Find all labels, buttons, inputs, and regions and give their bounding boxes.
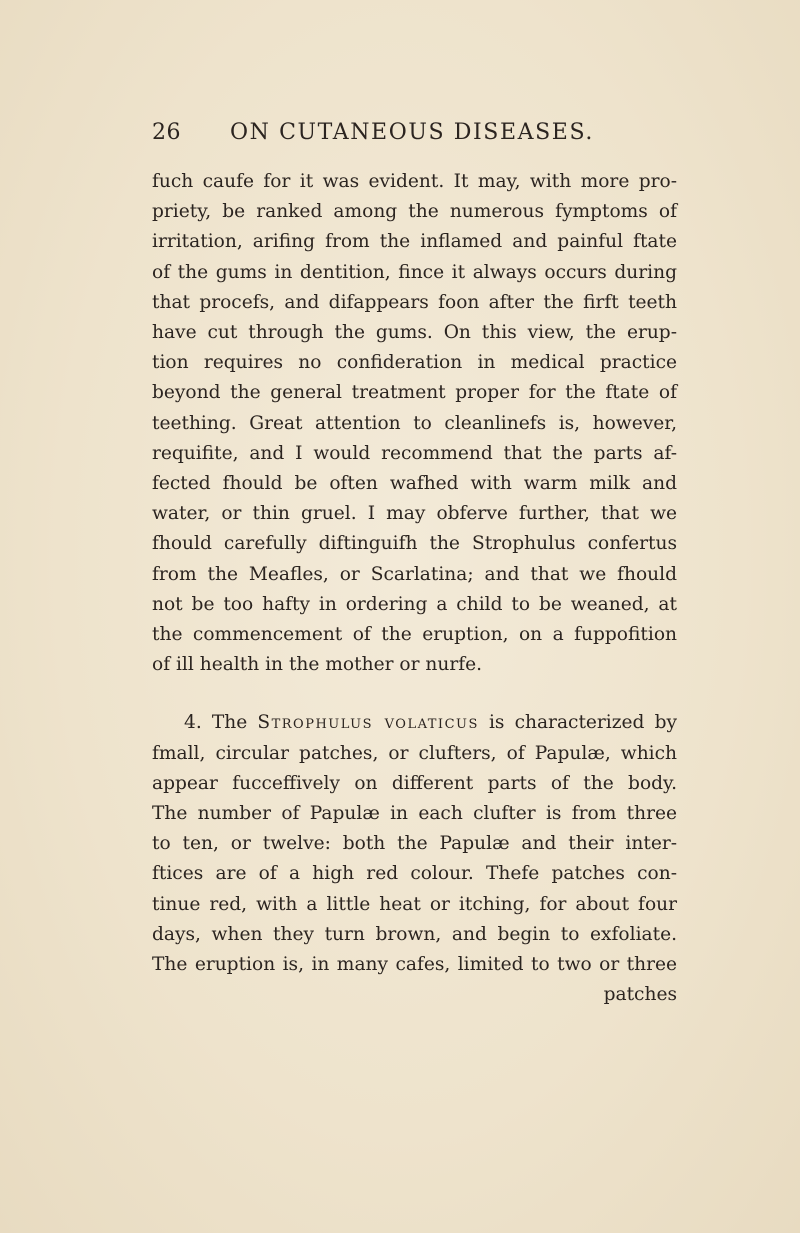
text-line: that procefs, and difappears foon after the firft teeth [152,291,677,313]
text-line: days, when they turn brown, and begin to exfoliate. [152,923,677,945]
page-header [152,120,677,156]
text-line: priety, be ranked among the numerous fymptoms of [152,201,677,223]
running-title: ON CUTANEOUS DISEASES. [230,120,594,145]
species-name: Strophulus volaticus [257,712,479,734]
text-line: fected fhould be often wafhed with warm milk and [152,473,677,495]
text-line: fuch caufe for it was evident. It may, with more pro- [152,171,677,192]
page-number: 26 [152,120,181,145]
text-line: water, or thin gruel. I may obferve further, that we [152,503,677,525]
text-line: fhould carefully diftinguifh the Strophulus confertus [152,533,677,555]
text-line: The number of Papulæ in each clufter is from three [152,803,677,825]
text-line: of ill health in the mother or nurfe. [152,654,483,676]
section-number: 4. The [184,712,258,734]
paragraph-1 [152,167,677,680]
text-line: beyond the general treatment proper for the ftate of [152,382,677,404]
text-line: not be too hafty in ordering a child to be weaned, at [152,593,677,615]
text-line: ftices are of a high red colour. Thefe patches con- [152,863,677,885]
lead-text: is characterized by [478,712,677,734]
paragraph-2 [152,708,677,1010]
catchword: patches [603,984,677,1006]
text-line: appear fucceffively on different parts of the body. [152,772,677,794]
text-line: tion requires no confideration in medical practice [152,352,677,374]
text-line: the commencement of the eruption, on a fuppofition [152,624,677,646]
text-line: from the Meafles, or Scarlatina; and that we fhould [152,563,677,585]
text-line: irritation, arifing from the inflamed and painful ftate [152,231,677,253]
text-line: of the gums in dentition, fince it always occurs during [152,261,677,283]
text-line: fmall, circular patches, or clufters, of Papulæ, which [152,742,677,764]
text-line-lead [152,708,677,738]
text-line: requifite, and I would recommend that the parts af- [152,442,677,464]
text-line: tinue red, with a little heat or itching, for about four [152,893,677,915]
text-line: have cut through the gums. On this view, the erup- [152,322,677,344]
text-line: teething. Great attention to cleanlinefs is, however, [152,412,677,434]
body-text [152,167,677,1010]
text-line: to ten, or twelve: both the Papulæ and their inter- [152,833,677,855]
text-line: The eruption is, in many cafes, limited to two or three [152,954,677,976]
